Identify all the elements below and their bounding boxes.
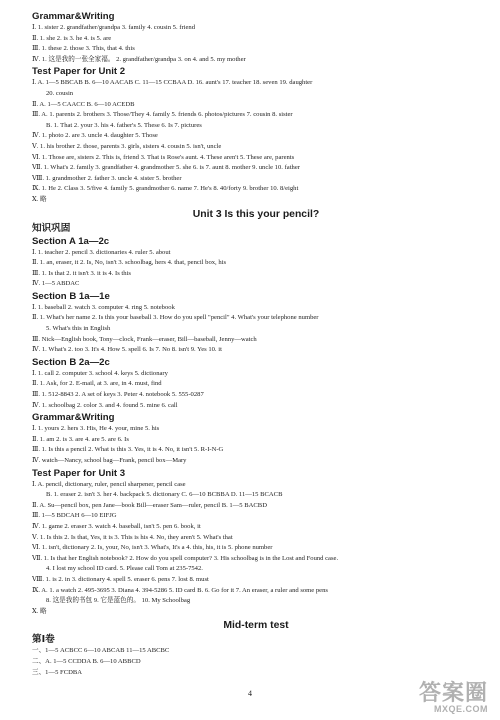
unit-title: Mid-term test (223, 620, 289, 632)
answer-line: Ⅸ. A. 1. a watch 2. 495-3695 3. Diana 4. 394-5286 5. ID card B. 6. Go for it 7. An eraser, a ruler and some pens (32, 586, 328, 594)
answer-line: Ⅱ. 1. am 2. is 3. are 4. are 5. are 6. Is (32, 435, 129, 443)
answer-line: Ⅱ. 1. Ask, for 2. E-mail, at 3. are, in 4. must, find (32, 380, 162, 388)
answer-line: 一、1—5 ACBCC 6—10 ABCAB 11—15 ABCBC (32, 647, 170, 655)
answer-line: Ⅳ. 1—5 ABDAC (32, 280, 80, 288)
section-heading: Section A 1a—2c (32, 235, 110, 247)
page-number: 4 (248, 689, 252, 698)
watermark-logo (419, 682, 488, 714)
answer-line: Ⅹ. 略 (32, 195, 47, 203)
answer-line: Ⅱ. 1. she 2. is 3. he 4. is 5. are (32, 34, 112, 42)
answer-line: Ⅰ. 1. teacher 2. pencil 3. dictionaries 4. ruler 5. about (32, 248, 171, 256)
answer-line: Ⅰ. 1. sister 2. grandfather/grandpa 3. family 4. cousin 5. friend (32, 24, 196, 31)
answer-line: 5. What's this in English (46, 325, 111, 333)
answer-line: Ⅳ. 1. photo 2. are 3. uncle 4. daughter 5. Those (32, 132, 158, 140)
section-heading: Grammar&Writing (32, 11, 115, 22)
answer-line: Ⅱ. A. Su—pencil box, pen Jane—book Bill—eraser Sam—ruler, pencil B. 1—5 BACBD (32, 501, 267, 509)
answer-line: 二、A. 1—5 CCDDA B. 6—10 ABBCD (32, 657, 141, 665)
answer-line: Ⅶ. 1. What's 2. family 3. grandfather 4. grandmother 5. she 6. is 7. aunt 8. mother 9. uncle 10. father (32, 164, 300, 172)
section-heading: Test Paper for Unit 3 (32, 467, 126, 479)
answer-line: Ⅸ. 1. He 2. Class 3. 5/five 4. family 5. grandmother 6. name 7. He's 8. 40/forty 9. brother 10. 8/eight (32, 185, 299, 193)
watermark-url: MXQE.COM (433, 704, 488, 714)
answer-line: Ⅲ. Nick—English book, Tony—clock, Frank—eraser, Bill—baseball, Jenny—watch (32, 335, 257, 343)
answer-line: Ⅱ. 1. an, eraser, it 2. Is, No, isn't 3. schoolbag, hers 4. that, pencil box, his (32, 259, 227, 267)
answer-line: Ⅰ. A. pencil, dictionary, ruler, pencil sharpener, pencil case (32, 480, 186, 488)
section-heading: Section B 2a—2c (32, 356, 110, 368)
answer-line: Ⅱ. 1. What's her name 2. Is this your baseball 3. How do you spell "pencil" 4. What's your telephone number (32, 314, 319, 322)
answer-line: Ⅵ. 1. isn't, dictionary 2. Is, your, No, isn't 3. What's, It's a 4. this, his, it is 5. phone number (32, 544, 273, 552)
answer-line: Ⅲ. 1. these 2. those 3. This, that 4. this (32, 45, 135, 53)
section-heading: Section B 1a—1e (32, 290, 110, 302)
answer-line: Ⅳ. 1. game 2. eraser 3. watch 4. baseball, isn't 5. pen 6. book, it (32, 522, 201, 530)
answer-line: Ⅹ. 略 (32, 607, 47, 615)
answer-line: Ⅲ. A. 1. parents 2. brothers 3. Those/They 4. family 5. friends 6. photos/pictures 7. cousin 8. sister (32, 111, 293, 119)
answer-line: Ⅳ. 1. schoolbag 2. color 3. and 4. found 5. mine 6. call (32, 401, 178, 409)
answer-line: Ⅴ. 1. Is this 2. Is that, Yes, it is 3. This is his 4. No, they aren't 5. What's that (32, 533, 233, 541)
section-heading: 知识巩固 (32, 222, 71, 234)
answer-line: Ⅵ. 1. Those are, sisters 2. This is, friend 3. That is Rose's aunt. 4. These aren't 5. These are, parents (32, 153, 295, 161)
section-heading: 第Ⅰ卷 (32, 634, 55, 646)
section-heading: Grammar&Writing (32, 412, 115, 424)
answer-line: Ⅱ. A. 1—5 CAACC B. 6—10 ACEDB (32, 100, 135, 108)
answer-line: Ⅳ. 1. What's 2. too 3. It's 4. How 5. spell 6. Is 7. No 8. isn't 9. Yes 10. it (32, 346, 222, 354)
answer-line: Ⅲ. 1. Is that 2. it isn't 3. it is 4. Is this (32, 269, 131, 277)
answer-line: Ⅲ. 1—5 BDCAH 6—10 EIFJG (32, 512, 117, 520)
answer-line: B. 1. eraser 2. isn't 3. her 4. backpack 5. dictionary C. 6—10 BCBBA D. 11—15 BCACB (46, 491, 283, 499)
unit-title: Unit 3 Is this your pencil? (192, 208, 320, 220)
answer-line: 8. 这是我的书包 9. 它是蓝色的。 10. My Schoolbag (46, 597, 191, 605)
section-heading: Test Paper for Unit 2 (32, 66, 126, 78)
answer-line: Ⅷ. 1. is 2. in 3. dictionary 4. spell 5. eraser 6. pens 7. lost 8. must (32, 575, 209, 583)
watermark-text: 答案圈 (418, 680, 488, 705)
answer-line: Ⅷ. 1. grandmother 2. father 3. uncle 4. sister 5. brother (32, 174, 182, 182)
answer-line: Ⅴ. 1. his brother 2. those, parents 3. girls, sisters 4. cousin 5. isn't, uncle (32, 142, 222, 150)
answer-line: Ⅳ. watch—Nancy, school bag—Frank, pencil box—Mary (32, 457, 187, 464)
answer-line: Ⅰ. 1. yours 2. hers 3. His, He 4. your, mine 5. his (32, 425, 160, 433)
answer-line: 三、1—5 FCDBA (32, 668, 83, 676)
answer-line: Ⅰ. 1. call 2. computer 3. school 4. keys 5. dictionary (32, 369, 168, 377)
answer-line: Ⅲ. 1. Is this a pencil 2. What is this 3. Yes, it is 4. No, it isn't 5. R-I-N-G (32, 446, 224, 454)
answer-line: 4. I lost my school ID card. 5. Please call Tom at 235-7542. (46, 565, 203, 573)
answer-line: Ⅲ. 1. 512-8843 2. A set of keys 3. Peter 4. notebook 5. 555-0287 (32, 391, 204, 399)
answer-line: Ⅳ. 1. 这是我的一张全家福。 2. grandfather/grandpa 3. on 4. and 5. my mother (32, 55, 246, 63)
answer-line: 20. cousin (46, 89, 74, 97)
answer-line: Ⅰ. A. 1—5 BBCAB B. 6—10 AACAB C. 11—15 CCBAA D. 16. aunt's 17. teacher 18. seven 19. daughter (32, 79, 313, 87)
answer-line: B. 1. That 2. your 3. his 4. father's 5. These 6. Is 7. pictures (46, 121, 202, 129)
answer-line: Ⅶ. 1. Is that her English notebook? 2. How do you spell computer? 3. His schoolbag is in the Lost and Found case. (32, 554, 339, 562)
answer-page (32, 10, 480, 678)
answer-line: Ⅰ. 1. baseball 2. watch 3. computer 4. ring 5. notebook (32, 303, 175, 311)
